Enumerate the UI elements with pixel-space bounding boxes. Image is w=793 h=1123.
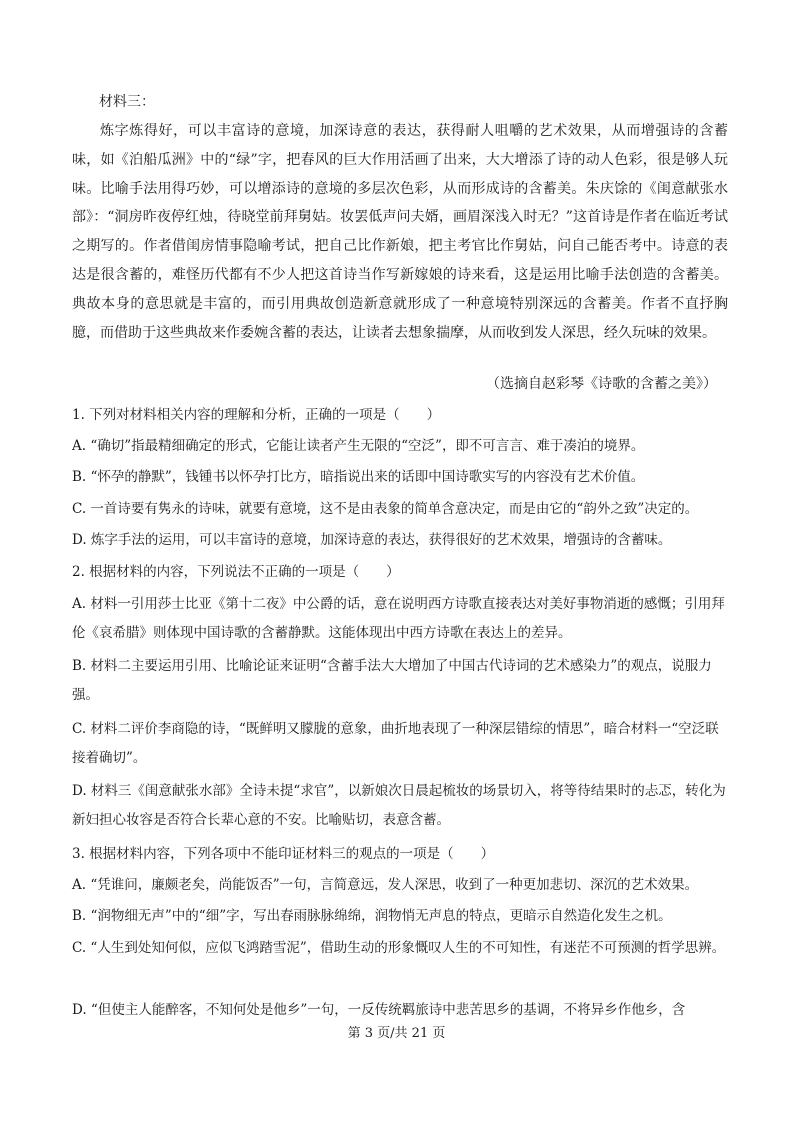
question-3-stem: 3. 根据材料内容，下列各项中不能印证材料三的观点的一项是（ ） bbox=[72, 846, 495, 862]
question-2-option-b: B. 材料二主要运用引用、比喻论证来证明“含蓄手法大大增加了中国古代诗词的艺术感染力”的观点，说服力强。 bbox=[72, 658, 712, 703]
question-1-option-a: A. “确切”指最精细确定的形式，它能让读者产生无限的“空泛”，即不可言言、难于凑泊的境界。 bbox=[72, 438, 645, 454]
question-3-option-a: A. “凭谁问，廉颇老矣，尚能饭否”一句，言简意远，发人深思，收到了一种更加悲切、深沉的艺术效果。 bbox=[72, 877, 699, 893]
question-1-option-c: C. 一首诗要有隽永的诗味，就要有意境，这不是由表象的简单含意决定，而是由它的“韵外之致”决定的。 bbox=[72, 501, 699, 517]
question-1-option-b: B. “怀孕的静默”，钱锺书以怀孕打比方，暗指说出来的话即中国诗歌实写的内容没有艺术价值。 bbox=[72, 469, 645, 485]
section-heading: 材料三： bbox=[99, 94, 155, 110]
question-3-option-d: D. “但使主人能醉客，不知何处是他乡”一句，一反传统羁旅诗中悲苦思乡的基调，不将异乡作他乡，含 bbox=[72, 1002, 686, 1018]
question-1-option-d: D. 炼字手法的运用，可以丰富诗的意境，加深诗意的表达，获得很好的艺术效果，增强诗的含蓄味。 bbox=[72, 532, 672, 548]
material3-source: （选摘自赵彩琴《诗歌的含蓄之美》） bbox=[486, 376, 717, 392]
question-1-stem: 1. 下列对材料相关内容的理解和分析，正确的一项是（ ） bbox=[72, 407, 441, 423]
page-number-footer: 第 3 页/共 21 页 bbox=[347, 1026, 446, 1041]
question-2-stem: 2. 根据材料的内容，下列说法不正确的一项是（ ） bbox=[72, 564, 400, 580]
material3-paragraph: 炼字炼得好，可以丰富诗的意境，加深诗意的表达，获得耐人咀嚼的艺术效果，从而增强诗的含蓄味，如《泊船瓜洲》中的“绿”字，把春风的巨大作用活画了出来，大大增添了诗的动人色彩，很是够人玩味。比喻手法用得巧妙，可以增添诗的意境的多层次色彩，从而形成诗的含蓄美。朱庆馀的《闺意献张水部》：“洞房昨夜停红烛，待晓堂前拜舅姑。妆罢低声问夫婿，画眉深浅入时无？”这首诗是作者在临近考试之期写的。作者借闺房情事隐喻考试，把自己比作新娘，把主考官比作舅姑，问自己能否考中。诗意的表达是很含蓄的，难怪历代都有不少人把这首诗当作写新嫁娘的诗来看，这是运用比喻手法创造的含蓄美。典故本身的意思就是丰富的，而引用典故创造新意就形成了一种意境特别深远的含蓄美。作者不直抒胸臆，而借助于这些典故来作委婉含蓄的表达，让读者去想象揣摩，从而收到发人深思，经久玩味的效果。 bbox=[72, 123, 728, 341]
question-2-option-d: D. 材料三《闺意献张水部》全诗未提“求官”，以新娘次日晨起梳妆的场景切入，将等待结果时的忐忑，转化为新妇担心妆容是否符合长辈心意的不安。比喻贴切，表意含蓄。 bbox=[72, 783, 726, 828]
question-2-option-a: A. 材料一引用莎士比亚《第十二夜》中公爵的话，意在说明西方诗歌直接表达对美好事物消逝的感慨；引用拜伦《哀希腊》则体现中国诗歌的含蓄静默。这能体现出中西方诗歌在表达上的差异。 bbox=[72, 596, 725, 641]
question-3-option-c: C. “人生到处知何似，应似飞鸿踏雪泥”，借助生动的形象慨叹人生的不可知性，有迷茫不可预测的哲学思辨。 bbox=[72, 940, 726, 956]
question-3-option-b: B. “润物细无声”中的“细”字，写出春雨脉脉绵绵，润物悄无声息的特点，更暗示自然造化发生之机。 bbox=[72, 908, 672, 924]
question-2-option-c: C. 材料二评价李商隐的诗，“既鲜明又朦胧的意象，曲折地表现了一种深层错综的情思”，暗合材料一“空泛联接着确切”。 bbox=[72, 721, 719, 766]
